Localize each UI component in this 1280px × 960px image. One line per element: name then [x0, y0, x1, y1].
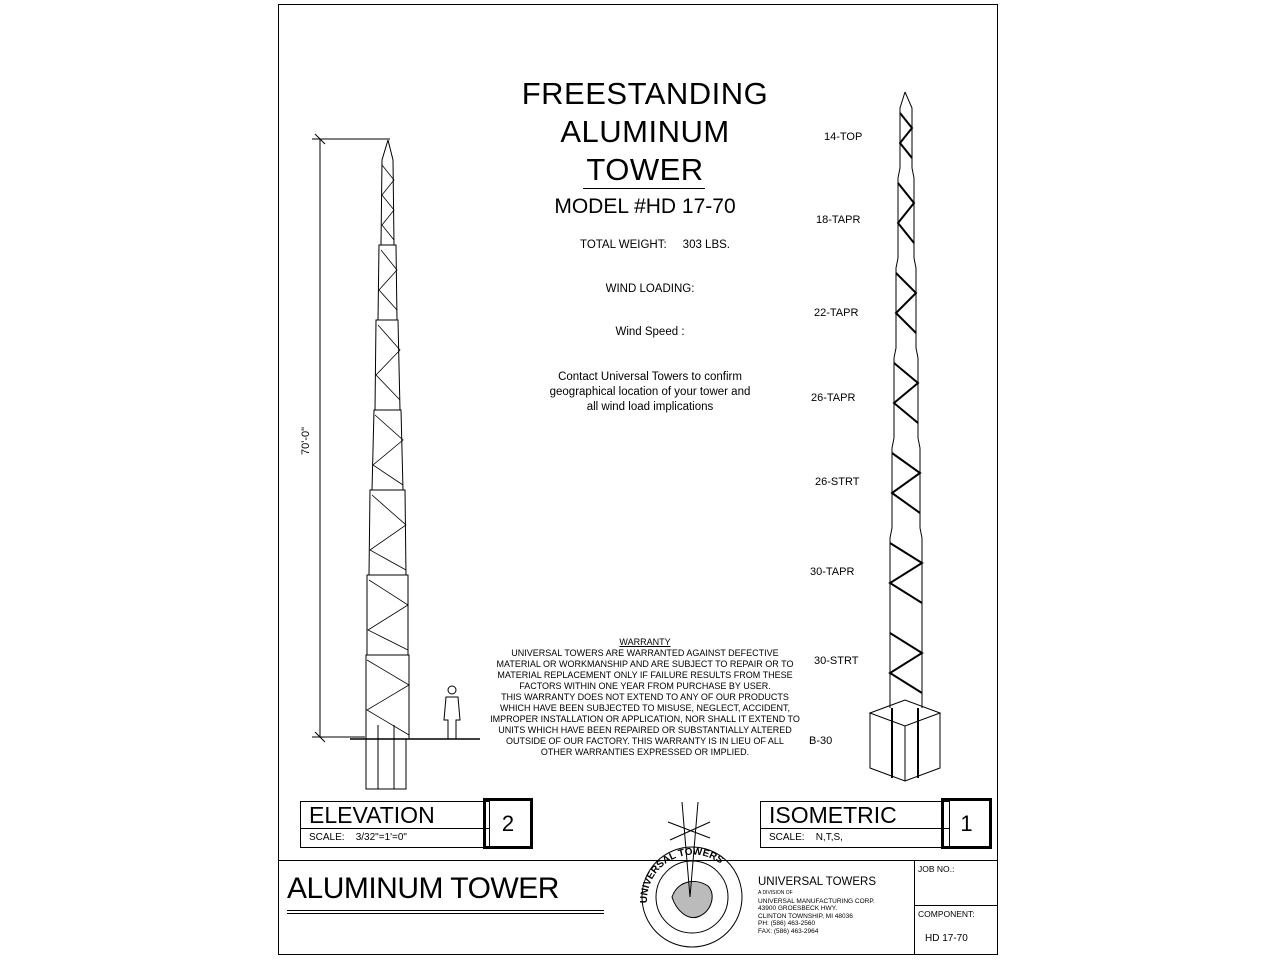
wind-loading-label: WIND LOADING:: [605, 283, 695, 295]
contact-line: geographical location of your tower and: [549, 386, 751, 398]
warranty-line: MATERIAL OR WORKMANSHIP AND ARE SUBJECT TO REPAIR OR TO: [496, 659, 794, 669]
warranty-line: UNIVERSAL TOWERS ARE WARRANTED AGAINST DEFECTIVE: [511, 648, 779, 658]
contact-note: [520, 370, 780, 415]
section-label: 26-TAPR: [811, 392, 856, 404]
elevation-label: ELEVATION: [309, 802, 435, 828]
section-label: 14-TOP: [824, 131, 863, 143]
isometric-label: ISOMETRIC: [769, 802, 897, 828]
wind-speed-label: Wind Speed :: [615, 326, 685, 338]
company-name: UNIVERSAL TOWERS: [758, 876, 877, 888]
logo-text: UNIVERSAL TOWERS: [638, 846, 726, 904]
isometric-label-box: [760, 801, 950, 848]
title-block-column: [914, 860, 915, 955]
model-number: MODEL #HD 17-70: [554, 195, 736, 218]
section-label: 22-TAPR: [814, 307, 859, 319]
warranty-line: WHICH HAVE BEEN SUBJECTED TO MISUSE, NEGLECT, ACCIDENT,: [499, 703, 791, 713]
elevation-view-number: 2: [483, 798, 533, 849]
total-weight: [540, 239, 770, 251]
isometric-view-number: 1: [941, 798, 992, 849]
warranty-line: OUTSIDE OF OUR FACTORY. THIS WARRANTY IS IN LIEU OF ALL: [506, 736, 784, 746]
title-block-row: [914, 905, 998, 906]
height-dimension: 70'-0": [300, 426, 312, 455]
section-label: 30-STRT: [814, 655, 859, 667]
warranty-line: UNITS WHICH HAVE BEEN REPAIRED OR SUBSTANTIALLY ALTERED: [498, 725, 792, 735]
component-value: HD 17-70: [925, 933, 968, 944]
section-label: 18-TAPR: [816, 214, 861, 226]
total-weight-value: 303 LBS.: [682, 239, 730, 251]
warranty-line: THIS WARRANTY DOES NOT EXTEND TO ANY OF OUR PRODUCTS: [501, 692, 789, 702]
total-weight-label: TOTAL WEIGHT:: [580, 239, 667, 251]
title-line-1: FREESTANDING: [521, 76, 769, 111]
contact-line: Contact Universal Towers to confirm: [558, 371, 742, 383]
job-no-label: JOB NO.:: [918, 864, 955, 874]
warranty-line: FACTORS WITHIN ONE YEAR FROM PURCHASE BY USER.: [519, 681, 771, 691]
elevation-label-box: [300, 801, 490, 848]
warranty-line: MATERIAL REPLACEMENT ONLY IF FAILURE RESULTS FROM THESE: [497, 670, 793, 680]
warranty-line: OTHER WARRANTIES EXPRESSED OR IMPLIED.: [540, 747, 750, 757]
warranty-line: IMPROPER INSTALLATION OR APPLICATION, NOR SHALL IT EXTEND TO: [490, 714, 800, 724]
section-label: B-30: [809, 735, 833, 747]
section-label: 26-STRT: [815, 476, 860, 488]
section-label: 30-TAPR: [810, 566, 855, 578]
universal-towers-logo: [632, 802, 752, 952]
title-line-3: TOWER: [586, 152, 704, 187]
title-line-2: ALUMINUM: [560, 114, 730, 149]
company-address: A DIVISION OF UNIVERSAL MANUFACTURING CORP. 43900 GROESBECK HWY. CLINTON TOWNSHIP, MI 48036 PH: (586) 463-2560 FAX: (586) 463-2964: [758, 890, 875, 935]
elevation-drawing: [290, 125, 480, 795]
contact-line: all wind load implications: [586, 401, 714, 413]
warranty-heading: WARRANTY: [619, 637, 671, 647]
component-label: COMPONENT:: [918, 909, 975, 919]
drawing-title: ALUMINUM TOWER: [287, 872, 559, 905]
title-underline: [583, 188, 705, 189]
warranty-block: [482, 637, 808, 758]
isometric-drawing: [860, 88, 950, 788]
elevation-scale: SCALE: 3/32"=1'=0": [309, 832, 407, 843]
isometric-scale: SCALE: N,T,S,: [769, 832, 843, 843]
